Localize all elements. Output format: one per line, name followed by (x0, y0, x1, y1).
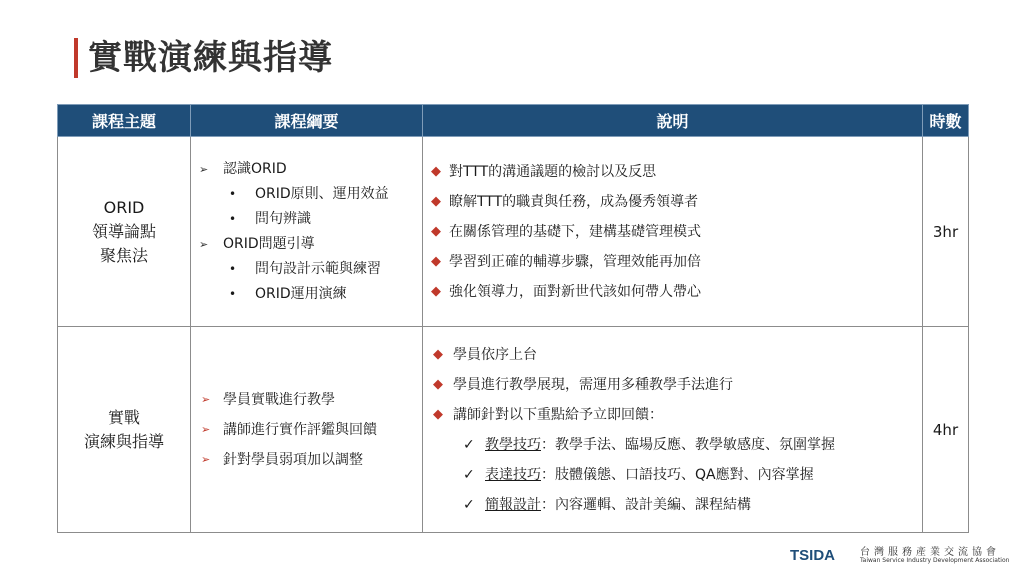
topic-line: ORID (103, 197, 145, 217)
outline-item: ➢ 針對學員弱項加以調整 (191, 445, 422, 475)
outline-subitem: • ORID原則、運用效益 (191, 182, 422, 207)
description-item: ◆ 學員進行教學展現，需運用多種教學手法進行 (423, 370, 922, 400)
org-name-cn: 台灣服務產業交流協會 (860, 547, 1000, 558)
diamond-bullet-icon: ◆ (431, 193, 441, 209)
title-accent-bar (74, 38, 78, 78)
table-header-row (58, 105, 969, 137)
description-item: ◆ 對TTT的溝通議題的檢討以及反思 (423, 157, 922, 187)
description-item: ◆ 學習到正確的輔導步驟，管理效能再加倍 (423, 247, 922, 277)
dot-bullet-icon: • (229, 261, 237, 276)
dot-bullet-icon: • (229, 186, 237, 201)
diamond-bullet-icon: ◆ (433, 376, 443, 392)
topic-line: 聚焦法 (99, 245, 148, 265)
row1-outline (191, 137, 423, 327)
row1-description (423, 137, 923, 327)
arrow-bullet-icon: ➢ (199, 162, 209, 176)
diamond-bullet-icon: ◆ (431, 163, 441, 179)
check-item: ✓ 簡報設計：內容邏輯、設計美編、課程結構 (423, 490, 922, 520)
topic-line: 領導論點 (91, 221, 156, 241)
diamond-bullet-icon: ◆ (431, 223, 441, 239)
tsida-logo (790, 543, 835, 565)
org-name-en: Taiwan Service Industry Development Association (860, 557, 1010, 564)
row2-description (423, 327, 923, 533)
description-item: ◆ 學員依序上台 (423, 340, 922, 370)
outline-item: ➢ 講師進行實作評鑑與回饋 (191, 415, 422, 445)
dot-bullet-icon: • (229, 286, 237, 301)
arrow-bullet-icon: ➢ (201, 422, 211, 436)
table-row (58, 137, 969, 327)
checkmark-icon: ✓ (463, 466, 475, 483)
row1-hours: 3hr (923, 137, 969, 327)
arrow-bullet-icon: ➢ (201, 452, 211, 466)
checkmark-icon: ✓ (463, 436, 475, 453)
diamond-bullet-icon: ◆ (431, 283, 441, 299)
dot-bullet-icon: • (229, 211, 237, 226)
outline-subitem: • ORID運用演練 (191, 282, 422, 307)
description-item: ◆ 講師針對以下重點給予立即回饋： (423, 400, 922, 430)
diamond-bullet-icon: ◆ (431, 253, 441, 269)
diamond-bullet-icon: ◆ (433, 346, 443, 362)
check-item: ✓ 表達技巧：肢體儀態、口語技巧、QA應對、內容掌握 (423, 460, 922, 490)
topic-line: 實戰 (107, 407, 140, 427)
checkmark-icon: ✓ (463, 496, 475, 513)
logo-lettering: TSIDA (790, 547, 835, 564)
header-hours: 時數 (923, 105, 969, 137)
course-table (57, 104, 969, 533)
arrow-bullet-icon: ➢ (199, 237, 209, 251)
outline-subitem: • 問句辨識 (191, 207, 422, 232)
outline-item: ➢ ORID問題引導 (191, 232, 422, 257)
row2-outline (191, 327, 423, 533)
page-title: 實戰演練與指導 (88, 38, 333, 78)
row2-topic (58, 327, 191, 533)
topic-line: 演練與指導 (83, 431, 164, 451)
row1-topic (58, 137, 191, 327)
table-row (58, 327, 969, 533)
check-item: ✓ 教學技巧：教學手法、臨場反應、教學敏感度、氛圍掌握 (423, 430, 922, 460)
outline-item: ➢ 認識ORID (191, 157, 422, 182)
header-topic: 課程主題 (58, 105, 191, 137)
description-item: ◆ 強化領導力，面對新世代該如何帶人帶心 (423, 277, 922, 307)
header-description: 說明 (423, 105, 923, 137)
description-item: ◆ 瞭解TTT的職責與任務，成為優秀領導者 (423, 187, 922, 217)
outline-item: ➢ 學員實戰進行教學 (191, 385, 422, 415)
diamond-bullet-icon: ◆ (433, 406, 443, 422)
arrow-bullet-icon: ➢ (201, 392, 211, 406)
row2-hours: 4hr (923, 327, 969, 533)
description-item: ◆ 在關係管理的基礎下，建構基礎管理模式 (423, 217, 922, 247)
header-outline: 課程綱要 (191, 105, 423, 137)
outline-subitem: • 問句設計示範與練習 (191, 257, 422, 282)
